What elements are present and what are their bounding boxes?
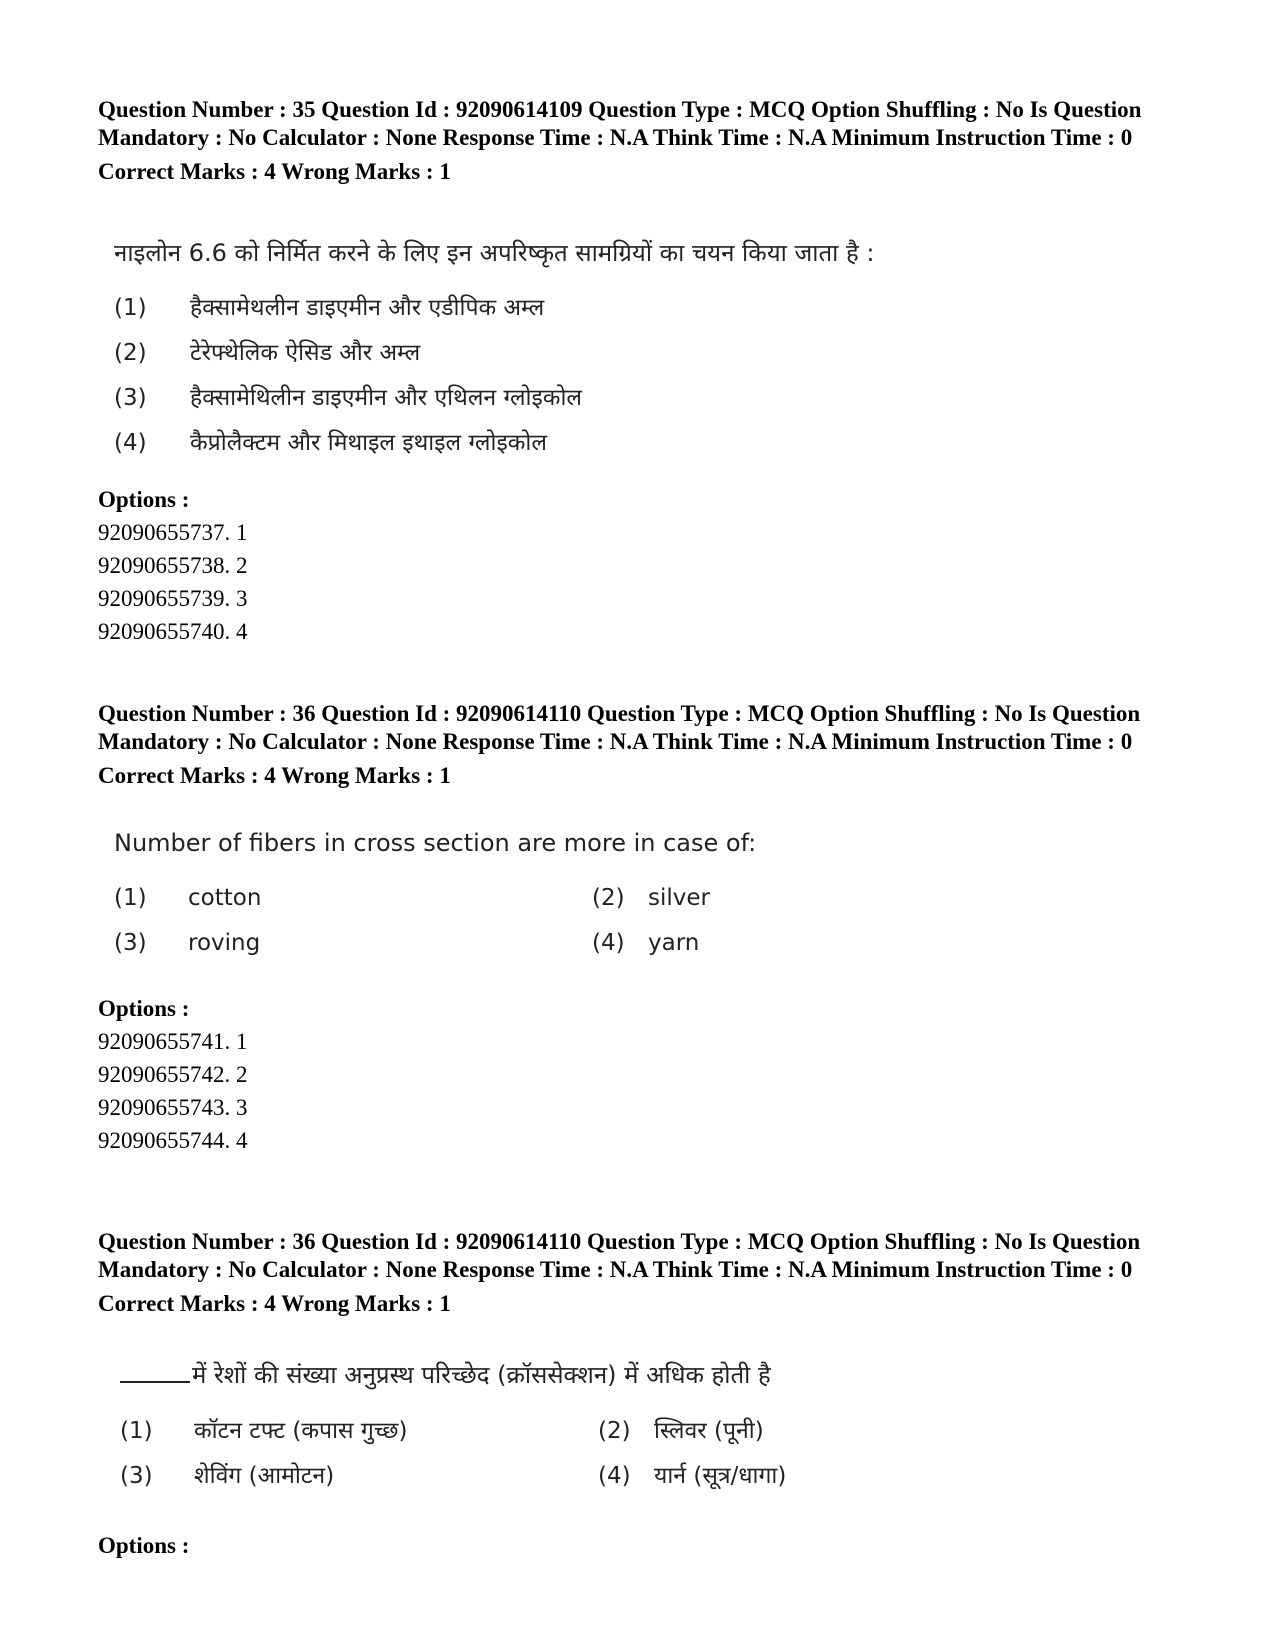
question-marks: Correct Marks : 4 Wrong Marks : 1 <box>98 159 451 184</box>
choice-item <box>114 883 261 913</box>
choice-item <box>120 1416 407 1446</box>
question-marks: Correct Marks : 4 Wrong Marks : 1 <box>98 1291 451 1316</box>
option-item: 92090655744. 4 <box>98 1128 248 1153</box>
choice-item <box>598 1416 764 1446</box>
choices-grid <box>114 883 834 963</box>
choice-text: शेविंग (आमोटन) <box>194 1463 335 1489</box>
options-label: Options : <box>98 487 190 512</box>
option-item: 92090655742. 2 <box>98 1062 248 1087</box>
choice-number: (3) <box>114 930 147 956</box>
question-meta: Question Number : 36 Question Id : 92090614110 Question Type : MCQ Option Shuffling : No Is Question Mandatory : No Calculator : None Response Time : N.A Think Time : N.A Minimum Instruction Time : 0 <box>98 701 1141 754</box>
question-stem-row <box>120 1360 771 1390</box>
options-label: Options : <box>98 996 190 1021</box>
choice-number: (2) <box>114 340 147 366</box>
question-block-36-hindi <box>98 1228 1188 1558</box>
choice-text: yarn <box>648 930 700 956</box>
options-list <box>98 516 248 648</box>
choice-text: हैक्सामेथलीन डाइएमीन और एडीपिक अम्ल <box>190 295 545 321</box>
option-item: 92090655739. 3 <box>98 586 248 611</box>
option-item: 92090655743. 3 <box>98 1095 248 1120</box>
question-block-36-english <box>98 700 1188 1153</box>
choice-item <box>114 293 544 323</box>
option-item: 92090655741. 1 <box>98 1029 248 1054</box>
choice-number: (1) <box>114 885 147 911</box>
choice-number: (3) <box>114 385 147 411</box>
choice-item <box>114 928 260 958</box>
choice-text: कॉटन टफ्ट (कपास गुच्छ) <box>194 1418 408 1444</box>
choice-number: (3) <box>120 1463 153 1489</box>
question-block-35 <box>98 96 1188 644</box>
option-item: 92090655740. 4 <box>98 619 248 644</box>
choice-number: (2) <box>592 885 625 911</box>
choice-text: हैक्सामेथिलीन डाइएमीन और एथिलन ग्लोइकोल <box>190 385 583 411</box>
options-label: Options : <box>98 1533 190 1558</box>
option-item: 92090655738. 2 <box>98 553 248 578</box>
option-item: 92090655737. 1 <box>98 520 248 545</box>
choice-item <box>120 1461 334 1491</box>
choice-item <box>114 383 582 413</box>
question-meta: Question Number : 36 Question Id : 92090614110 Question Type : MCQ Option Shuffling : No Is Question Mandatory : No Calculator : None Response Time : N.A Think Time : N.A Minimum Instruction Time : 0 <box>98 1229 1141 1282</box>
choice-item <box>114 428 547 458</box>
choice-number: (1) <box>114 295 147 321</box>
choice-item <box>598 1461 786 1491</box>
choice-text: silver <box>648 885 710 911</box>
question-stem: नाइलोन 6.6 को निर्मित करने के लिए इन अपरिष्कृत सामग्रियों का चयन किया जाता है : <box>114 239 875 267</box>
choice-number: (2) <box>598 1418 631 1444</box>
choice-item <box>114 338 420 368</box>
choices-grid <box>120 1416 840 1496</box>
choice-item <box>592 883 710 913</box>
choice-text: कैप्रोलैक्टम और मिथाइल इथाइल ग्लोइकोल <box>190 430 547 456</box>
choice-text: cotton <box>188 885 262 911</box>
choice-number: (4) <box>114 430 147 456</box>
choice-text: टेरेफ्थेलिक ऐसिड और अम्ल <box>190 340 421 366</box>
choice-text: स्लिवर (पूनी) <box>654 1418 764 1444</box>
fill-in-blank <box>120 1361 190 1383</box>
question-meta: Question Number : 35 Question Id : 92090614109 Question Type : MCQ Option Shuffling : No Is Question Mandatory : No Calculator : None Response Time : N.A Think Time : N.A Minimum Instruction Time : 0 <box>98 97 1142 150</box>
question-stem: Number of fibers in cross section are more in case of: <box>114 829 757 857</box>
options-list <box>98 1025 248 1157</box>
choice-item <box>592 928 699 958</box>
choice-number: (1) <box>120 1418 153 1444</box>
choice-text: यार्न (सूत्र/धागा) <box>654 1463 787 1489</box>
choice-number: (4) <box>592 930 625 956</box>
choice-number: (4) <box>598 1463 631 1489</box>
question-stem: में रेशों की संख्या अनुप्रस्थ परिच्छेद (क्रॉससेक्शन) में अधिक होती है <box>192 1361 771 1389</box>
question-marks: Correct Marks : 4 Wrong Marks : 1 <box>98 763 451 788</box>
choice-text: roving <box>188 930 261 956</box>
